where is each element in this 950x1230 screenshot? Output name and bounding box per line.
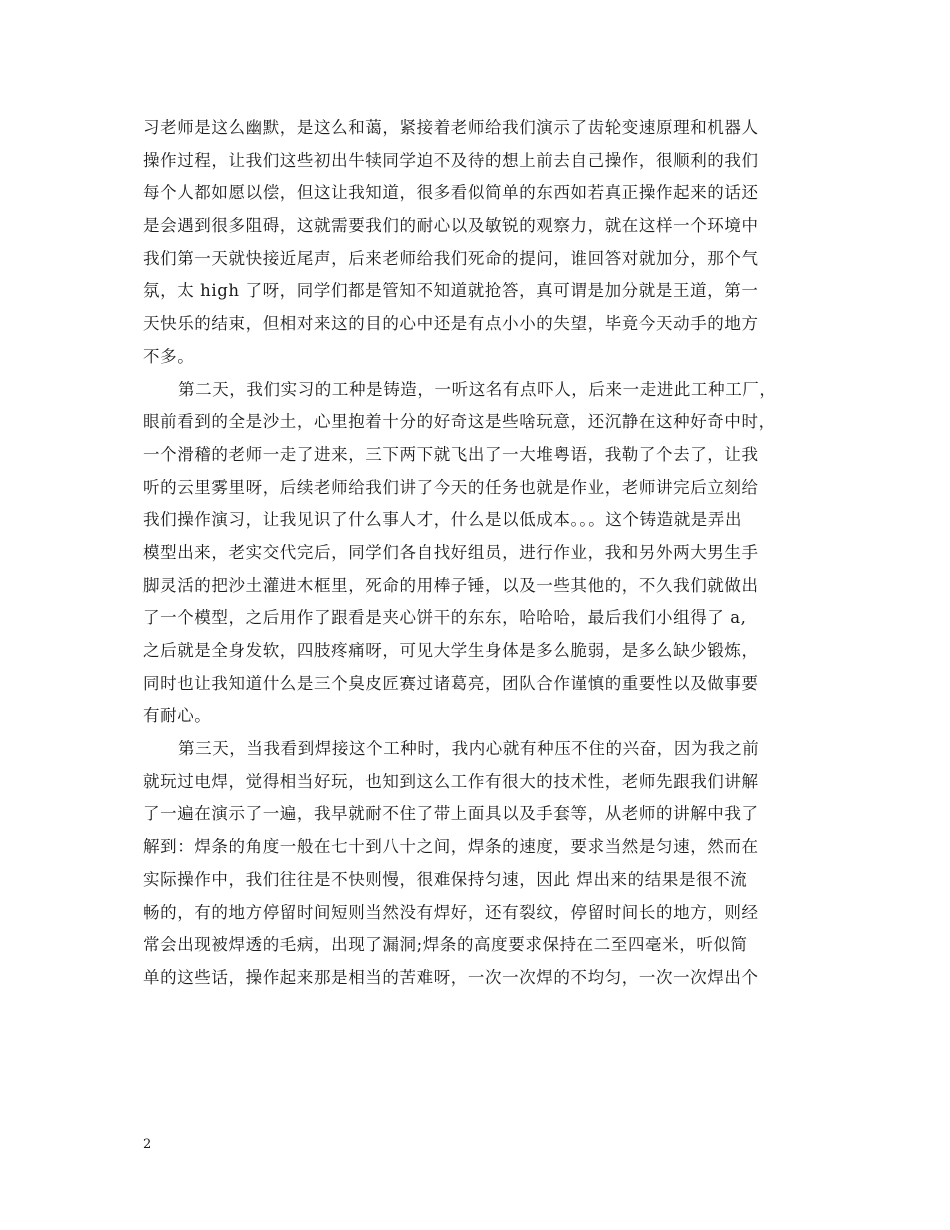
paragraph xyxy=(143,374,808,734)
text-line: 之后就是全身发软，四肢疼痛呀，可见大学生身体是多么脆弱，是多么缺少锻炼， xyxy=(143,641,759,660)
text-line: 我们操作演习，让我见识了什么事人才，什么是以低成本。。。这个铸造就是弄出 xyxy=(143,510,743,530)
paragraph xyxy=(143,112,808,374)
text-line: 模型出来，老实交代完后，同学们各自找好组员，进行作业，我和另外两大男生手 xyxy=(143,542,759,562)
text-line: 解到：焊条的角度一般在七十到八十之间，焊条的速度，要求当然是匀速，然而在 xyxy=(143,837,759,857)
text-line: 一个滑稽的老师一走了进来，三下两下就飞出了一大堆粤语，我勒了个去了，让我 xyxy=(143,444,759,464)
text-line: 了一个模型，之后用作了跟看是夹心饼干的东东，哈哈哈，最后我们小组得了 a, xyxy=(143,608,747,628)
text-line: 实际操作中，我们往往是不快则慢，很难保持匀速，因此 焊出来的结果是很不流 xyxy=(143,869,748,889)
document-body xyxy=(143,112,808,995)
text-line: 第三天，当我看到焊接这个工种时，我内心就有种压不住的兴奋，因为我之前 xyxy=(178,739,760,759)
text-line: 操作过程，让我们这些初出牛犊同学迫不及待的想上前去自己操作，很顺利的我们 xyxy=(143,150,759,170)
text-line: 有耐心。 xyxy=(143,706,212,726)
text-line: 畅的，有的地方停留时间短则当然没有焊好，还有裂纹，停留时间长的地方，则经 xyxy=(143,902,759,922)
text-line: 了一遍在演示了一遍，我早就耐不住了带上面具以及手套等，从老师的讲解中我了 xyxy=(143,804,759,824)
text-line: 常会出现被焊透的毛病，出现了漏洞;焊条的高度要求保持在二至四毫米，听似简 xyxy=(143,935,748,955)
text-line: 第二天，我们实习的工种是铸造，一听这名有点吓人，后来一走进此工种工厂， xyxy=(178,379,777,399)
text-line: 脚灵活的把沙土灌进木框里，死命的用棒子锤，以及一些其他的，不久我们就做出 xyxy=(143,575,759,595)
text-line: 眼前看到的全是沙土，心里抱着十分的好奇这是些啥玩意，还沉静在这种好奇中时， xyxy=(143,412,776,432)
text-line: 是会遇到很多阻碍，这就需要我们的耐心以及敏锐的观察力，就在这样一个环境中 xyxy=(143,216,759,236)
text-line: 就玩过电焊，觉得相当好玩，也知到这么工作有很大的技术性，老师先跟我们讲解 xyxy=(143,771,759,791)
text-line: 不多。 xyxy=(143,346,195,366)
text-line: 听的云里雾里呀，后续老师给我们讲了今天的任务也就是作业，老师讲完后立刻给 xyxy=(143,477,759,497)
paragraph xyxy=(143,733,808,995)
text-line: 氛，太 high 了呀，同学们都是管知不知道就抢答，真可谓是加分就是王道，第一 xyxy=(143,281,759,301)
text-line: 天快乐的结束，但相对来这的目的心中还是有点小小的失望，毕竟今天动手的地方 xyxy=(143,314,759,334)
text-line: 我们第一天就快接近尾声，后来老师给我们死命的提问，谁回答对就加分，那个气 xyxy=(143,248,759,268)
text-line: 同时也让我知道什么是三个臭皮匠赛过诸葛亮，团队合作谨慎的重要性以及做事要 xyxy=(143,673,759,693)
text-line: 单的这些话，操作起来那是相当的苦难呀，一次一次焊的不均匀，一次一次焊出个 xyxy=(143,967,759,987)
text-line: 习老师是这么幽默，是这么和蔼，紧接着老师给我们演示了齿轮变速原理和机器人 xyxy=(143,118,759,137)
page-number: 2 xyxy=(143,1137,152,1152)
text-line: 每个人都如愿以偿，但这让我知道，很多看似简单的东西如若真正操作起来的话还 xyxy=(143,183,759,203)
